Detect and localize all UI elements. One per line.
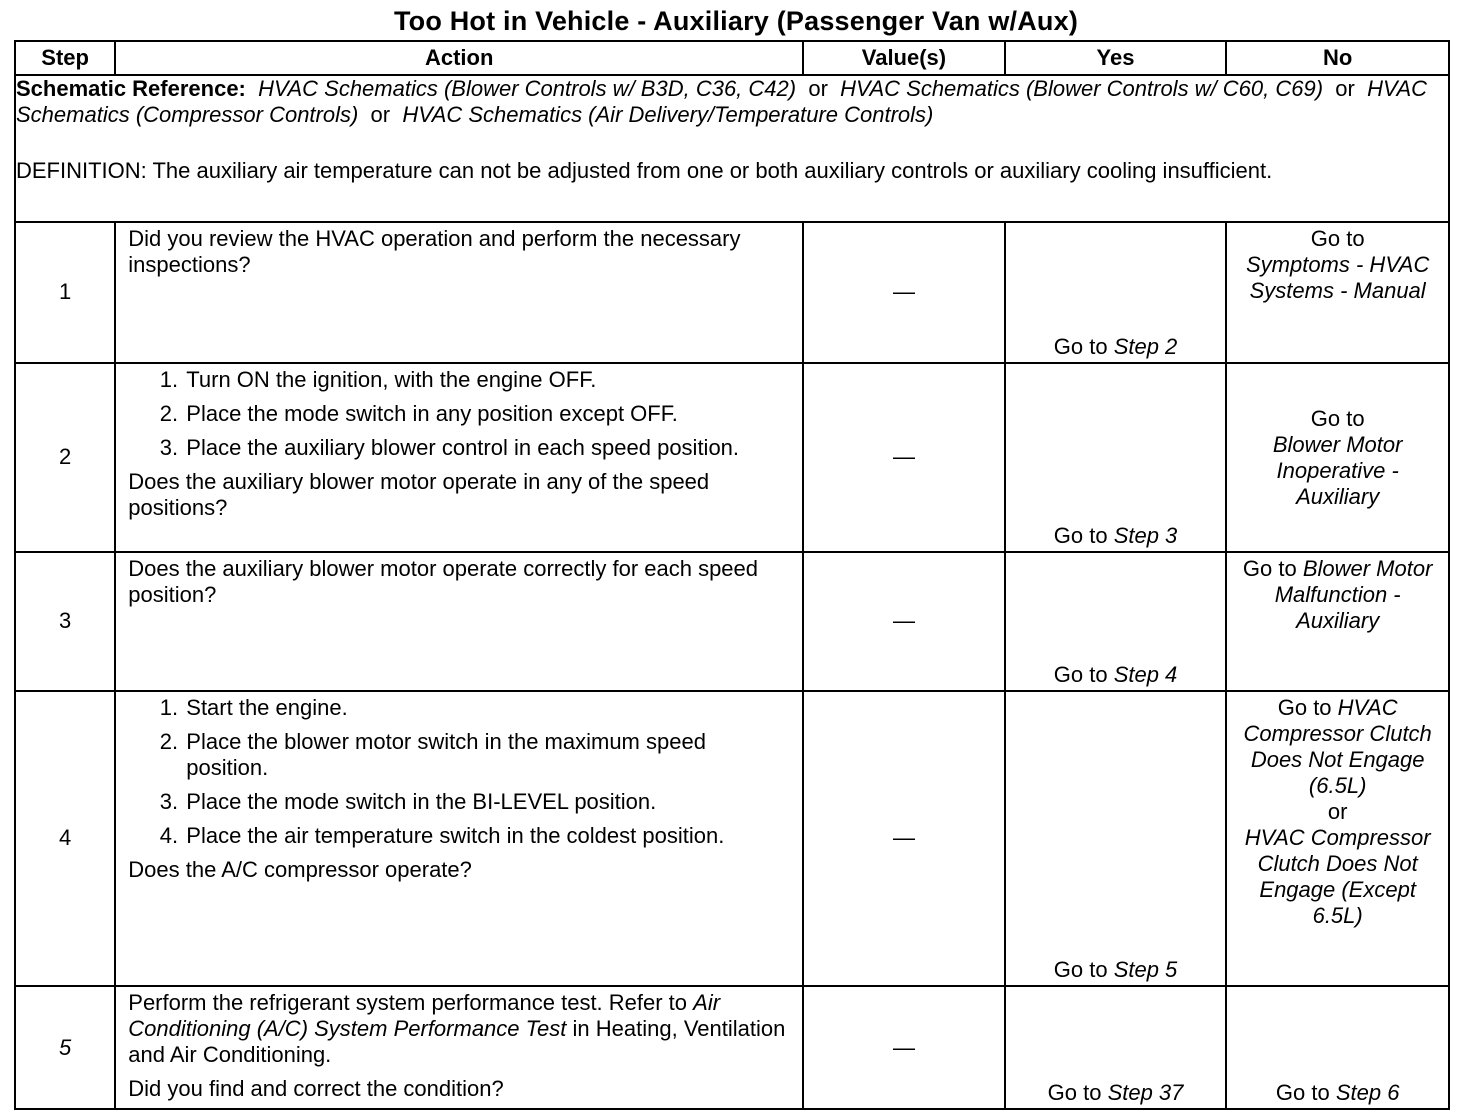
step-number: 1 <box>15 222 115 363</box>
action-question: Did you review the HVAC operation and perform the necessary inspections? <box>128 226 741 277</box>
table-row <box>15 552 1449 691</box>
no-link[interactable]: HVAC Compressor Clutch Does Not Engage (6.5L) <box>1243 694 1432 798</box>
yes-cell <box>1005 986 1227 1109</box>
reference-row <box>15 75 1449 222</box>
list-item: 1. Turn ON the ignition, with the engine OFF. <box>184 367 792 393</box>
reference-link-1[interactable]: HVAC Schematics (Blower Controls w/ B3D, C36, C42) <box>258 76 797 102</box>
no-cell <box>1226 986 1449 1109</box>
step-number: 3 <box>15 552 115 691</box>
list-item: 3. Place the auxiliary blower control in each speed position. <box>184 435 792 461</box>
no-link-2[interactable]: HVAC Compressor Clutch Does Not Engage (Except 6.5L) <box>1244 824 1431 928</box>
or-text: or <box>808 76 828 102</box>
yes-link[interactable]: Step 37 <box>1107 1080 1184 1105</box>
action-cell <box>115 552 803 691</box>
or-text: or <box>1327 798 1348 824</box>
go-to-text: Go to <box>1275 1080 1330 1105</box>
instruction-list <box>128 367 792 461</box>
diagnostic-table <box>14 40 1450 1110</box>
list-item: 2. Place the mode switch in any position except OFF. <box>184 401 792 427</box>
instruction-list <box>128 695 792 849</box>
action-cell <box>115 986 803 1109</box>
no-link[interactable]: Blower Motor Malfunction - Auxiliary <box>1274 555 1433 633</box>
reference-link-4[interactable]: HVAC Schematics (Air Delivery/Temperature Controls) <box>402 102 934 128</box>
go-to-text: Go to <box>1053 333 1108 359</box>
yes-cell <box>1005 691 1227 987</box>
go-to-text: Go to <box>1310 405 1365 431</box>
definition-text: DEFINITION: The auxiliary air temperature can not be adjusted from one or both auxiliary controls or auxiliary cooling insufficient. <box>16 158 1273 184</box>
no-cell <box>1226 691 1449 987</box>
yes-cell <box>1005 363 1227 552</box>
list-item: 2. Place the blower motor switch in the maximum speed position. <box>184 729 792 781</box>
reference-link-3[interactable]: HVAC Schematics (Compressor Controls) <box>16 76 1428 128</box>
go-to-text: Go to <box>1053 661 1108 687</box>
action-cell <box>115 363 803 552</box>
action-question: Does the auxiliary blower motor operate in any of the speed positions? <box>128 468 710 520</box>
header-no: No <box>1226 41 1449 75</box>
or-text: or <box>1335 76 1355 102</box>
table-row <box>15 691 1449 987</box>
step-number: 5 <box>15 986 115 1109</box>
procedure-link[interactable]: Air Conditioning (A/C) System Performance Test <box>128 990 721 1042</box>
list-item: 4. Place the air temperature switch in the coldest position. <box>184 823 792 849</box>
header-value: Value(s) <box>803 41 1005 75</box>
schematic-reference <box>15 75 1449 222</box>
go-to-text: Go to <box>1053 522 1108 548</box>
list-item: 1. Start the engine. <box>184 695 792 721</box>
no-cell <box>1226 222 1449 363</box>
value-cell: — <box>803 691 1005 987</box>
action-instruction-tail: in Heating, Ventilation and Air Conditioning. <box>128 1016 786 1068</box>
header-step: Step <box>15 41 115 75</box>
yes-link[interactable]: Step 3 <box>1113 522 1178 548</box>
go-to-text: Go to <box>1310 226 1365 251</box>
yes-link[interactable]: Step 5 <box>1113 957 1178 983</box>
go-to-text: Go to <box>1242 555 1297 581</box>
go-to-text: Go to <box>1277 694 1332 720</box>
value-cell: — <box>803 552 1005 691</box>
step-number: 2 <box>15 363 115 552</box>
go-to-text: Go to <box>1047 1080 1102 1105</box>
table-row <box>15 222 1449 363</box>
yes-link[interactable]: Step 2 <box>1113 333 1178 359</box>
no-link[interactable]: Symptoms - HVAC Systems - Manual <box>1245 252 1430 303</box>
action-question: Did you find and correct the condition? <box>128 1076 504 1102</box>
value-cell: — <box>803 363 1005 552</box>
value-cell: — <box>803 222 1005 363</box>
yes-link[interactable]: Step 4 <box>1113 661 1178 687</box>
action-cell <box>115 222 803 363</box>
reference-label: Schematic Reference: <box>16 76 246 102</box>
no-link[interactable]: Blower Motor Inoperative - Auxiliary <box>1272 431 1403 509</box>
table-row <box>15 363 1449 552</box>
step-number: 4 <box>15 691 115 987</box>
or-text: or <box>370 102 391 128</box>
action-question: Does the A/C compressor operate? <box>128 856 472 882</box>
reference-link-2[interactable]: HVAC Schematics (Blower Controls w/ C60, C69) <box>840 76 1324 102</box>
header-row <box>15 41 1449 75</box>
table-row <box>15 986 1449 1109</box>
list-item: 3. Place the mode switch in the BI-LEVEL position. <box>184 789 792 815</box>
go-to-text: Go to <box>1053 957 1108 983</box>
value-cell: — <box>803 986 1005 1109</box>
no-link[interactable]: Step 6 <box>1335 1080 1400 1105</box>
no-cell <box>1226 552 1449 691</box>
no-cell <box>1226 363 1449 552</box>
yes-cell <box>1005 222 1227 363</box>
page-title: Too Hot in Vehicle - Auxiliary (Passenger Van w/Aux) <box>393 6 1079 36</box>
header-yes: Yes <box>1005 41 1227 75</box>
action-cell <box>115 691 803 987</box>
action-question: Does the auxiliary blower motor operate correctly for each speed position? <box>128 555 759 607</box>
yes-cell <box>1005 552 1227 691</box>
header-action: Action <box>115 41 803 75</box>
action-instruction: Perform the refrigerant system performance test. Refer to <box>128 990 688 1016</box>
